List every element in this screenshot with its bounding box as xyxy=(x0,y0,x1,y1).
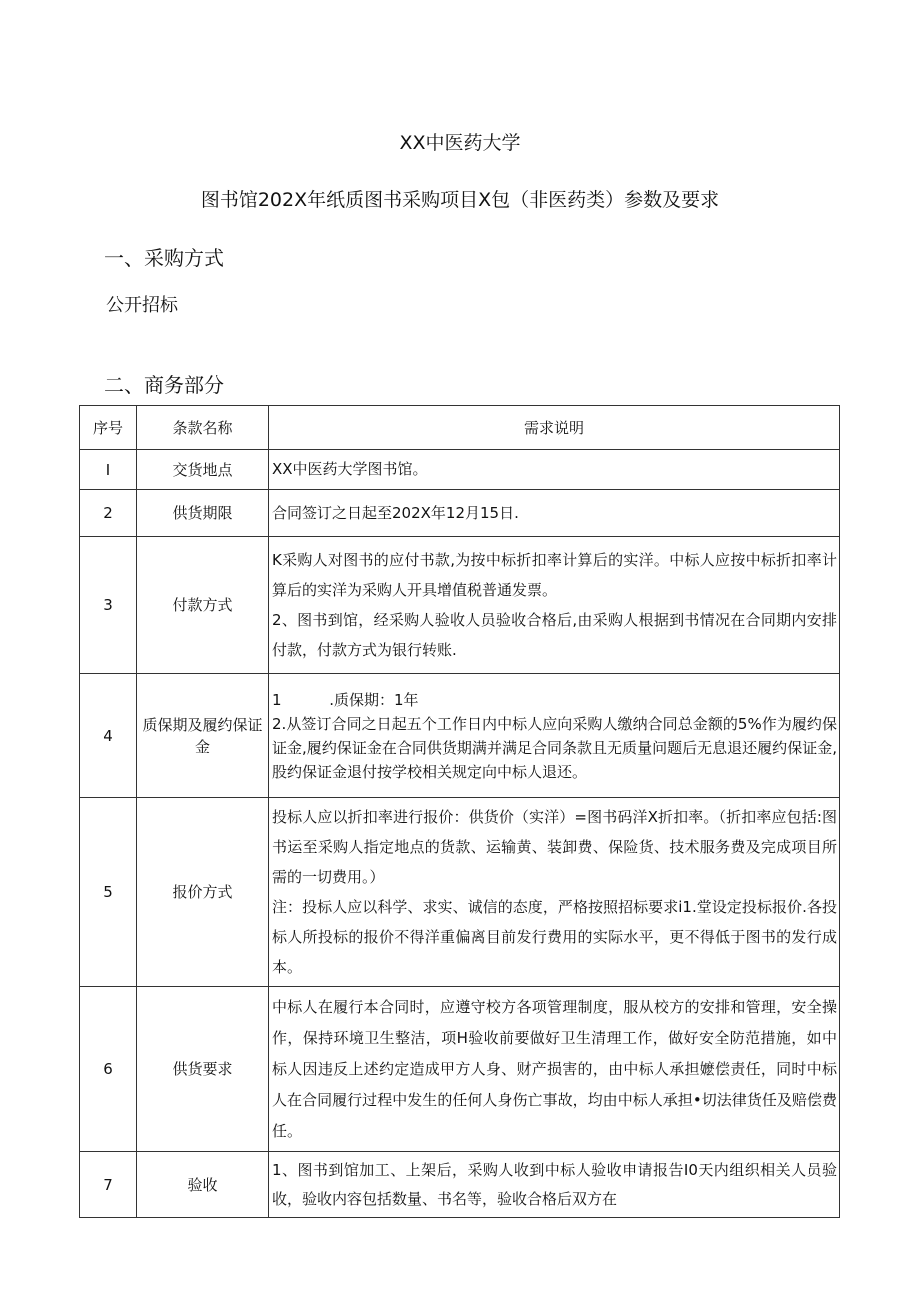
row-desc xyxy=(269,537,840,674)
section-heading-procurement-method: 一、采购方式 xyxy=(104,246,224,270)
table-row xyxy=(80,987,840,1152)
row-desc-para: 1 .质保期：1年 xyxy=(272,690,419,709)
section-heading-commercial: 二、商务部分 xyxy=(104,373,224,397)
row-num: 3 xyxy=(80,537,137,674)
row-num: 4 xyxy=(80,674,137,798)
row-num: 2 xyxy=(80,490,137,537)
row-desc-para: 1、图书到馆加工、上架后，采购人收到中标人验收申请报告I0天内组织相关人员验收，验收内容包括数量、书名等，验收合格后双方在 xyxy=(272,1160,837,1208)
row-num: 6 xyxy=(80,987,137,1152)
row-desc-para: 注：投标人应以科学、求实、诚信的态度，严格按照招标要求i1.堂设定投标报价.各投标人所投标的报价不得洋重偏离目前发行费用的实际水平，更不得低于图书的发行成本。 xyxy=(272,898,837,976)
row-num: 7 xyxy=(80,1152,137,1218)
row-desc xyxy=(269,1152,840,1218)
row-name: 供货要求 xyxy=(137,987,269,1152)
row-desc xyxy=(269,450,840,490)
row-num: 5 xyxy=(80,798,137,987)
header-name: 条款名称 xyxy=(137,406,269,450)
row-name: 质保期及履约保证金 xyxy=(137,674,269,798)
row-name: 报价方式 xyxy=(137,798,269,987)
row-desc-para: 投标人应以折扣率进行报价：供货价（实洋）=图书码洋X折扣率。（折扣率应包括:图书运至采购人指定地点的货款、运输黄、装卸费、保险货、技术服务费及完成项目所需的一切费用。） xyxy=(272,808,837,886)
row-desc xyxy=(269,674,840,798)
row-name: 验收 xyxy=(137,1152,269,1218)
document-title: XX中医药大学 xyxy=(399,132,521,154)
row-name: 交货地点 xyxy=(137,450,269,490)
row-desc-para: 2.从签订合同之日起五个工作日内中标人应向采购人缴纳合同总金额的5%作为履约保证金,履约保证金在合同供货期满并满足合同条款且无质量问题后无息退还履约保证金,股约保证金退付按学校相关规定向中标人退还。 xyxy=(272,714,837,781)
procurement-method-value: 公开招标 xyxy=(106,295,178,316)
row-desc xyxy=(269,798,840,987)
table-row xyxy=(80,798,840,987)
row-desc xyxy=(269,490,840,537)
table-row xyxy=(80,537,840,674)
row-name: 付款方式 xyxy=(137,537,269,674)
table-row xyxy=(80,450,840,490)
header-desc: 需求说明 xyxy=(269,406,840,450)
header-num: 序号 xyxy=(80,406,137,450)
row-desc-para: 合同签订之日起至202X年12月15日. xyxy=(272,503,519,522)
row-num: I xyxy=(80,450,137,490)
row-desc-para: XX中医药大学图书馆。 xyxy=(272,460,428,478)
row-name: 供货期限 xyxy=(137,490,269,537)
row-desc-para: 中标人在履行本合同时，应遵守校方各项管理制度，服从校方的安排和管理，安全操作，保持环境卫生整洁，项H验收前要做好卫生清理工作，做好安全防范措施，如中标人因违反上述约定造成甲方人身、财产损害的，由中标人承担嬷偿责任，同时中标人在合同履行过程中发生的任何人身伤亡事故，均由中标人承担•切法律货任及赔偿费任。 xyxy=(272,997,837,1140)
table-row xyxy=(80,490,840,537)
row-desc xyxy=(269,987,840,1152)
document-subtitle: 图书馆202X年纸质图书采购项目X包（非医药类）参数及要求 xyxy=(200,189,720,211)
commercial-terms-table xyxy=(79,405,840,1218)
table-row xyxy=(80,674,840,798)
table-row xyxy=(80,1152,840,1218)
row-desc-para: K采购人对图书的应付书款,为按中标折扣率计算后的实洋。中标人应按中标折扣率计算后的实洋为采购人开具增值税普通发票。 xyxy=(272,551,837,599)
table-header-row xyxy=(80,406,840,450)
row-desc-para: 2、图书到馆，经采购人验收人员验收合格后,由采购人根据到书情况在合同期内安排付款，付款方式为银行转账. xyxy=(272,611,837,659)
